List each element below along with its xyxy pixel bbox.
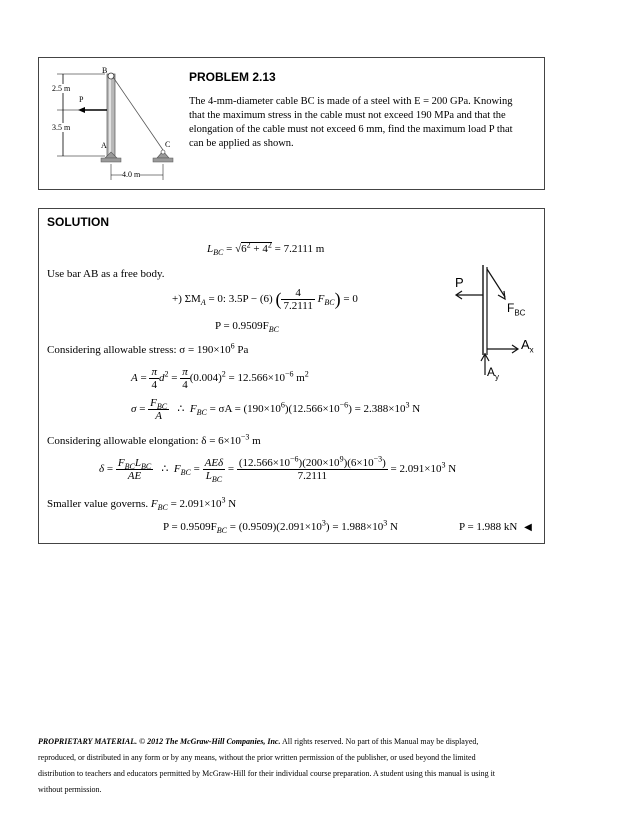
freebody-text: Use bar AB as a free body. — [47, 268, 165, 280]
sqrt-expression: $√6^2 + 4^2$ — [235, 240, 272, 255]
lbc-symbol: L — [207, 243, 214, 255]
figure-label-P: P — [79, 95, 84, 104]
footer-line-3: distribution to teachers and educators permitted by McGraw-Hill for their individual course preparation. A student using this manual is using it — [38, 769, 496, 778]
problem-box — [38, 57, 545, 190]
final-equation: $P = 0.9509F_{BC} = (0.9509)(2.091\times 10^3) = 1.988\times 10^3$ N — [163, 518, 398, 536]
figure-label-B: B — [102, 66, 108, 75]
moment-sign-icon: +) — [172, 293, 182, 306]
handwritten-Ay: $A_y$ — [487, 365, 500, 382]
elongation-line: Considering allowable elongation: $\delta = 6\times 10^{-3}$ m — [47, 432, 261, 447]
problem-statement-line-2: that the maximum stress in the cable must not exceed 190 MPa and that the — [189, 110, 506, 121]
handwritten-P: P — [455, 275, 464, 290]
answer-marker-icon: ◀ — [524, 522, 532, 533]
moment-fraction: $\frac{4}{7.2111}$ — [283, 287, 313, 312]
problem-title: PROBLEM 2.13 — [189, 70, 276, 84]
footer-line-4: without permission. — [38, 785, 102, 794]
elongation-force-equation: δ = $\frac{F_{BC}L_{BC}}{AE}$ ∴ $F_{BC}$ = $\frac{\text{AEδ}}{L_{BC}}$ = $\frac{(12.566\times 10^{-6})(200\times 10^9)(6\times 10^{-3})}{7.2111}$ = $2.091\times 10^3$ N — [99, 454, 457, 485]
lbc-equation: $L_{BC} = √6^2 + 4^2 = 7.2111$ m — [207, 240, 325, 258]
problem-statement-line-3: elongation of the cable must not exceed 6 mm, find the maximum load P that — [189, 124, 513, 135]
governs-line: Smaller value governs. $F_{BC} = 2.091\times 10^3$ N — [47, 495, 237, 513]
handwritten-Ax: $A_x$ — [521, 337, 534, 355]
handwritten-Fbc: $F_{BC}$ — [507, 301, 526, 318]
figure-label-A: A — [101, 141, 107, 150]
figure-dim-bottom: 3.5 m — [52, 123, 71, 132]
figure-dim-top: 2.5 m — [52, 84, 71, 93]
problem-statement-line-4: can be applied as shown. — [189, 138, 294, 149]
figure-label-C: C — [165, 140, 171, 149]
footer — [38, 734, 495, 798]
area-equation: A = $\frac{\pi}{4}$ $d^2$ = $\frac{\pi}{4}$ $(0.004)^2 = 12.566\times 10^{-6}$ $m^2$ — [131, 366, 309, 391]
stress-force-equation: σ = $\frac{F_{BC}}{A}$ ∴ $F_{BC} = \sigma A = (190\times 10^6)(12.566\times 10^{-6}) = 2.388\times 10^3$ N — [131, 397, 421, 422]
stress-line: Considering allowable stress: $\sigma = 190\times 10^6$ Pa — [47, 341, 249, 356]
problem-statement-line-1: The 4-mm-diameter cable BC is made of a steel with E = 200 GPa. Knowing — [189, 96, 513, 107]
solution-heading: SOLUTION — [47, 215, 109, 229]
lbc-value: 7.2111 m — [283, 243, 325, 255]
figure-dim-horizontal: 4.0 m — [122, 170, 141, 179]
moment-equation: +) $\Sigma M_A = 0$: 3.5P − (6) ( $\frac{4}{7.2111}$ $F_{BC}) = 0$ — [172, 287, 358, 312]
final-answer: P = 1.988 kN ◀ — [459, 521, 532, 533]
lbc-subscript: BC — [213, 248, 224, 258]
footer-line-2: reproduced, or distributed in any form or by any means, without the prior written permission of the publisher, or used beyond the limited — [38, 753, 476, 762]
p-relation: $P = 0.9509F_{BC}$ — [215, 320, 280, 335]
solution-box — [38, 208, 545, 544]
footer-line-1: PROPRIETARY MATERIAL. © 2012 The McGraw-Hill Companies, Inc. All rights reserved. No part of this Manual may be displayed, — [38, 737, 479, 746]
